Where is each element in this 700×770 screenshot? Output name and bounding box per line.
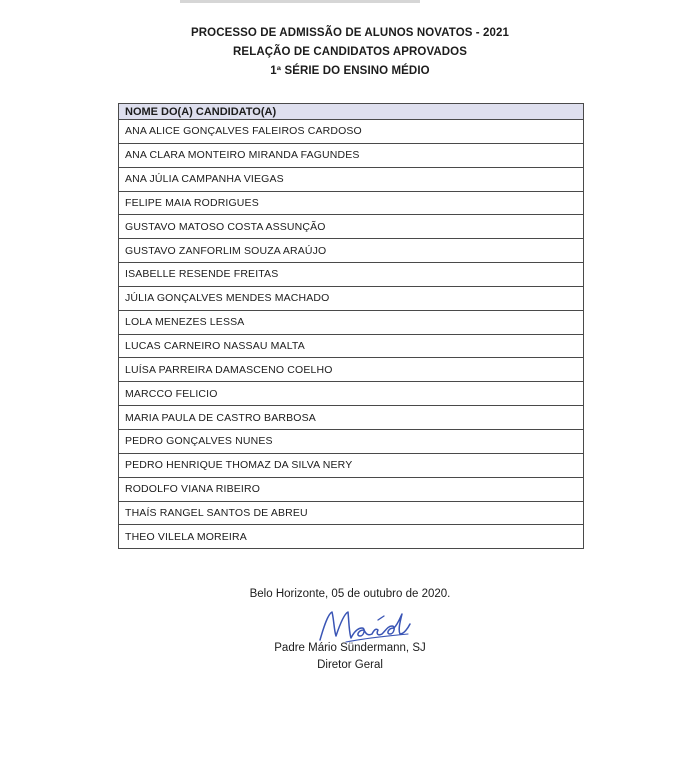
candidate-name: ANA CLARA MONTEIRO MIRANDA FAGUNDES	[119, 143, 584, 167]
approved-candidates-table	[118, 103, 584, 549]
table-row	[119, 215, 584, 239]
candidate-name: GUSTAVO ZANFORLIM SOUZA ARAÚJO	[119, 239, 584, 263]
header-subtitle: RELAÇÃO DE CANDIDATOS APROVADOS	[233, 46, 467, 58]
table-row	[119, 525, 584, 549]
table-row	[119, 334, 584, 358]
table-row	[119, 501, 584, 525]
candidate-name: MARCCO FELICIO	[119, 382, 584, 406]
table-row	[119, 406, 584, 430]
table-row	[119, 310, 584, 334]
table-row	[119, 120, 584, 144]
candidate-name: LUÍSA PARREIRA DAMASCENO COELHO	[119, 358, 584, 382]
candidate-name: ISABELLE RESENDE FREITAS	[119, 263, 584, 287]
table-row	[119, 191, 584, 215]
candidate-name: GUSTAVO MATOSO COSTA ASSUNÇÃO	[119, 215, 584, 239]
candidate-name: FELIPE MAIA RODRIGUES	[119, 191, 584, 215]
signer-block	[0, 640, 700, 674]
table-row	[119, 167, 584, 191]
candidate-name: THEO VILELA MOREIRA	[119, 525, 584, 549]
candidate-name: LOLA MENEZES LESSA	[119, 310, 584, 334]
table-row	[119, 286, 584, 310]
table-row	[119, 143, 584, 167]
candidate-name: JÚLIA GONÇALVES MENDES MACHADO	[119, 286, 584, 310]
candidate-name: PEDRO GONÇALVES NUNES	[119, 429, 584, 453]
signer-name: Padre Mário Sündermann, SJ	[274, 642, 426, 654]
table-row	[119, 382, 584, 406]
candidate-name: PEDRO HENRIQUE THOMAZ DA SILVA NERY	[119, 453, 584, 477]
header-title: PROCESSO DE ADMISSÃO DE ALUNOS NOVATOS - 2021	[190, 27, 510, 39]
top-edge-mark	[180, 0, 420, 3]
table-row	[119, 263, 584, 287]
table-header-row	[119, 104, 584, 120]
table-row	[119, 477, 584, 501]
candidate-name: RODOLFO VIANA RIBEIRO	[119, 477, 584, 501]
candidate-name: THAÍS RANGEL SANTOS DE ABREU	[119, 501, 584, 525]
table-row	[119, 429, 584, 453]
table-row	[119, 239, 584, 263]
header-grade: 1ª SÉRIE DO ENSINO MÉDIO	[270, 65, 430, 77]
candidate-name: ANA JÚLIA CAMPANHA VIEGAS	[119, 167, 584, 191]
signer-title: Diretor Geral	[317, 659, 383, 671]
city-date-line: Belo Horizonte, 05 de outubro de 2020.	[249, 588, 451, 600]
candidate-name: LUCAS CARNEIRO NASSAU MALTA	[119, 334, 584, 358]
column-header-candidate-name: NOME DO(A) CANDIDATO(A)	[119, 104, 584, 120]
document-header	[0, 24, 700, 81]
table-row	[119, 453, 584, 477]
table-row	[119, 358, 584, 382]
candidate-name: ANA ALICE GONÇALVES FALEIROS CARDOSO	[119, 120, 584, 144]
candidate-name: MARIA PAULA DE CASTRO BARBOSA	[119, 406, 584, 430]
